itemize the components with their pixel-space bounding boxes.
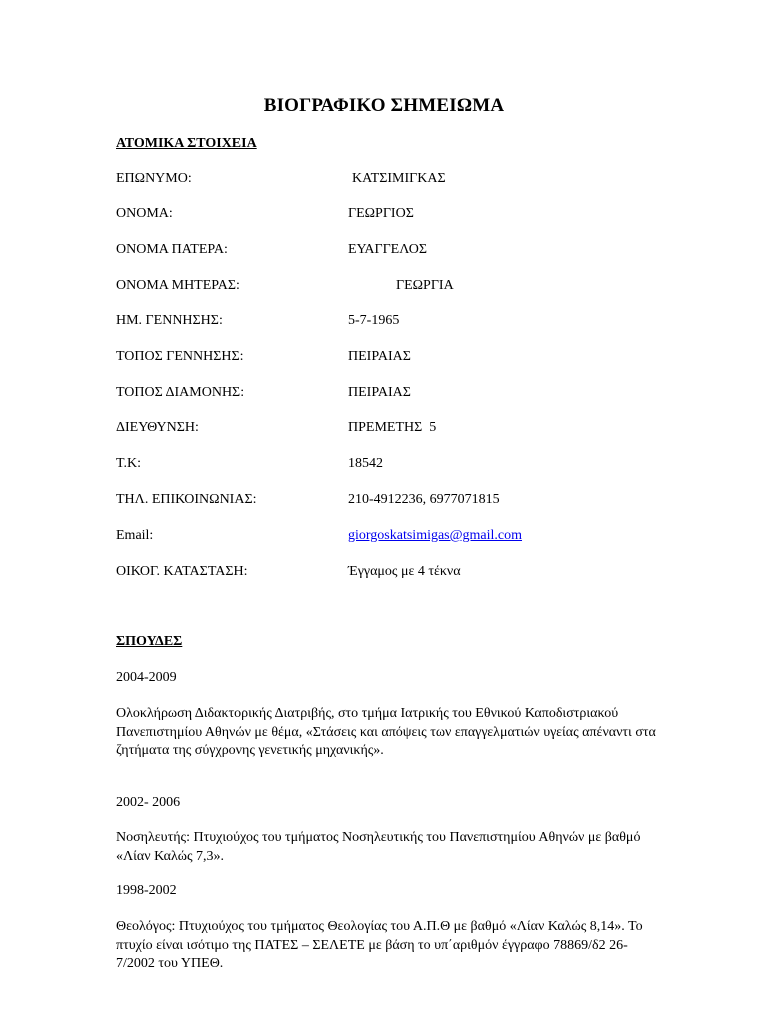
info-value: 5-7-1965 (348, 313, 400, 328)
study-description: Ολοκλήρωση Διδακτορικής Διατριβής, στο τμήμα Ιατρικής του Εθνικού Καποδιστριακού Πανεπιστημίου Αθηνών με θέμα, «Στάσεις και απόψεις των επαγγελματιών υγείας απέναντι στα ζητήματα της σύγχρονης γενετικής μηχανικής». (116, 706, 656, 758)
info-value: 18542 (348, 456, 383, 471)
info-value: ΠΕΙΡΑΙΑΣ (348, 349, 411, 364)
info-row-marital-status (116, 564, 676, 584)
info-row-postal-code (116, 456, 676, 476)
info-label: ΤΗΛ. ΕΠΙΚΟΙΝΩΝΙΑΣ: (116, 492, 257, 507)
info-row-birth-date (116, 313, 676, 333)
info-row-surname (116, 171, 676, 191)
info-label: ΤΟΠΟΣ ΔΙΑΜΟΝΗΣ: (116, 385, 245, 400)
info-value: ΕΥΑΓΓΕΛΟΣ (348, 242, 428, 257)
info-row-phone (116, 492, 676, 512)
page-title: ΒΙΟΓΡΑΦΙΚΟ ΣΗΜΕΙΩΜΑ (263, 95, 505, 116)
info-value: 210-4912236, 6977071815 (348, 492, 500, 507)
study-description: Θεολόγος: Πτυχιούχος του τμήματος Θεολογίας του Α.Π.Θ με βαθμό «Λίαν Καλώς 8,14». Το πτυχίο είναι ισότιμο της ΠΑΤΕΣ – ΣΕΛΕΤΕ με βάση το υπ΄αριθμόν έγγραφο 78869/δ2 26-7/2002 του ΥΠΕΘ. (116, 919, 643, 971)
info-label: ΗΜ. ΓΕΝΝΗΣΗΣ: (116, 313, 223, 328)
info-label: Email: (116, 528, 154, 543)
info-row-birth-place (116, 349, 676, 369)
email-link[interactable]: giorgoskatsimigas@gmail.com (348, 528, 523, 543)
info-label: ΟΙΚΟΓ. ΚΑΤΑΣΤΑΣΗ: (116, 564, 248, 579)
study-years: 2002- 2006 (116, 795, 181, 810)
study-description: Νοσηλευτής: Πτυχιούχος του τμήματος Νοσηλευτικής του Πανεπιστημίου Αθηνών με βαθμό «Λίαν Καλώς 7,3». (116, 830, 641, 864)
info-row-email (116, 528, 676, 548)
info-row-mother-name (116, 278, 676, 298)
info-value: ΓΕΩΡΓΙΟΣ (348, 206, 414, 221)
info-value: ΓΕΩΡΓΙΑ (396, 278, 454, 293)
info-value: ΠΡΕΜΕΤΗΣ 5 (348, 420, 437, 435)
studies-heading: ΣΠΟΥΔΕΣ (116, 634, 183, 649)
info-label: ΟΝΟΜΑ ΠΑΤΕΡΑ: (116, 242, 228, 257)
personal-heading: ΑΤΟΜΙΚΑ ΣΤΟΙΧΕΙΑ (116, 136, 257, 151)
info-label: ΟΝΟΜΑ ΜΗΤΕΡΑΣ: (116, 278, 240, 293)
info-label: ΕΠΩΝΥΜΟ: (116, 171, 192, 186)
info-value (348, 528, 522, 544)
study-years: 2004-2009 (116, 670, 177, 685)
info-value: Έγγαμος με 4 τέκνα (348, 564, 461, 579)
info-label: ΤΟΠΟΣ ΓΕΝΝΗΣΗΣ: (116, 349, 244, 364)
info-row-residence (116, 385, 676, 405)
info-value: ΠΕΙΡΑΙΑΣ (348, 385, 411, 400)
info-row-name (116, 206, 676, 226)
study-years: 1998-2002 (116, 883, 177, 898)
info-value: ΚΑΤΣΙΜΙΓΚΑΣ (352, 171, 446, 186)
info-label: ΟΝΟΜΑ: (116, 206, 173, 221)
info-row-address (116, 420, 676, 440)
info-label: ΔΙΕΥΘΥΝΣΗ: (116, 420, 199, 435)
info-label: Τ.Κ: (116, 456, 142, 471)
info-row-father-name (116, 242, 676, 262)
